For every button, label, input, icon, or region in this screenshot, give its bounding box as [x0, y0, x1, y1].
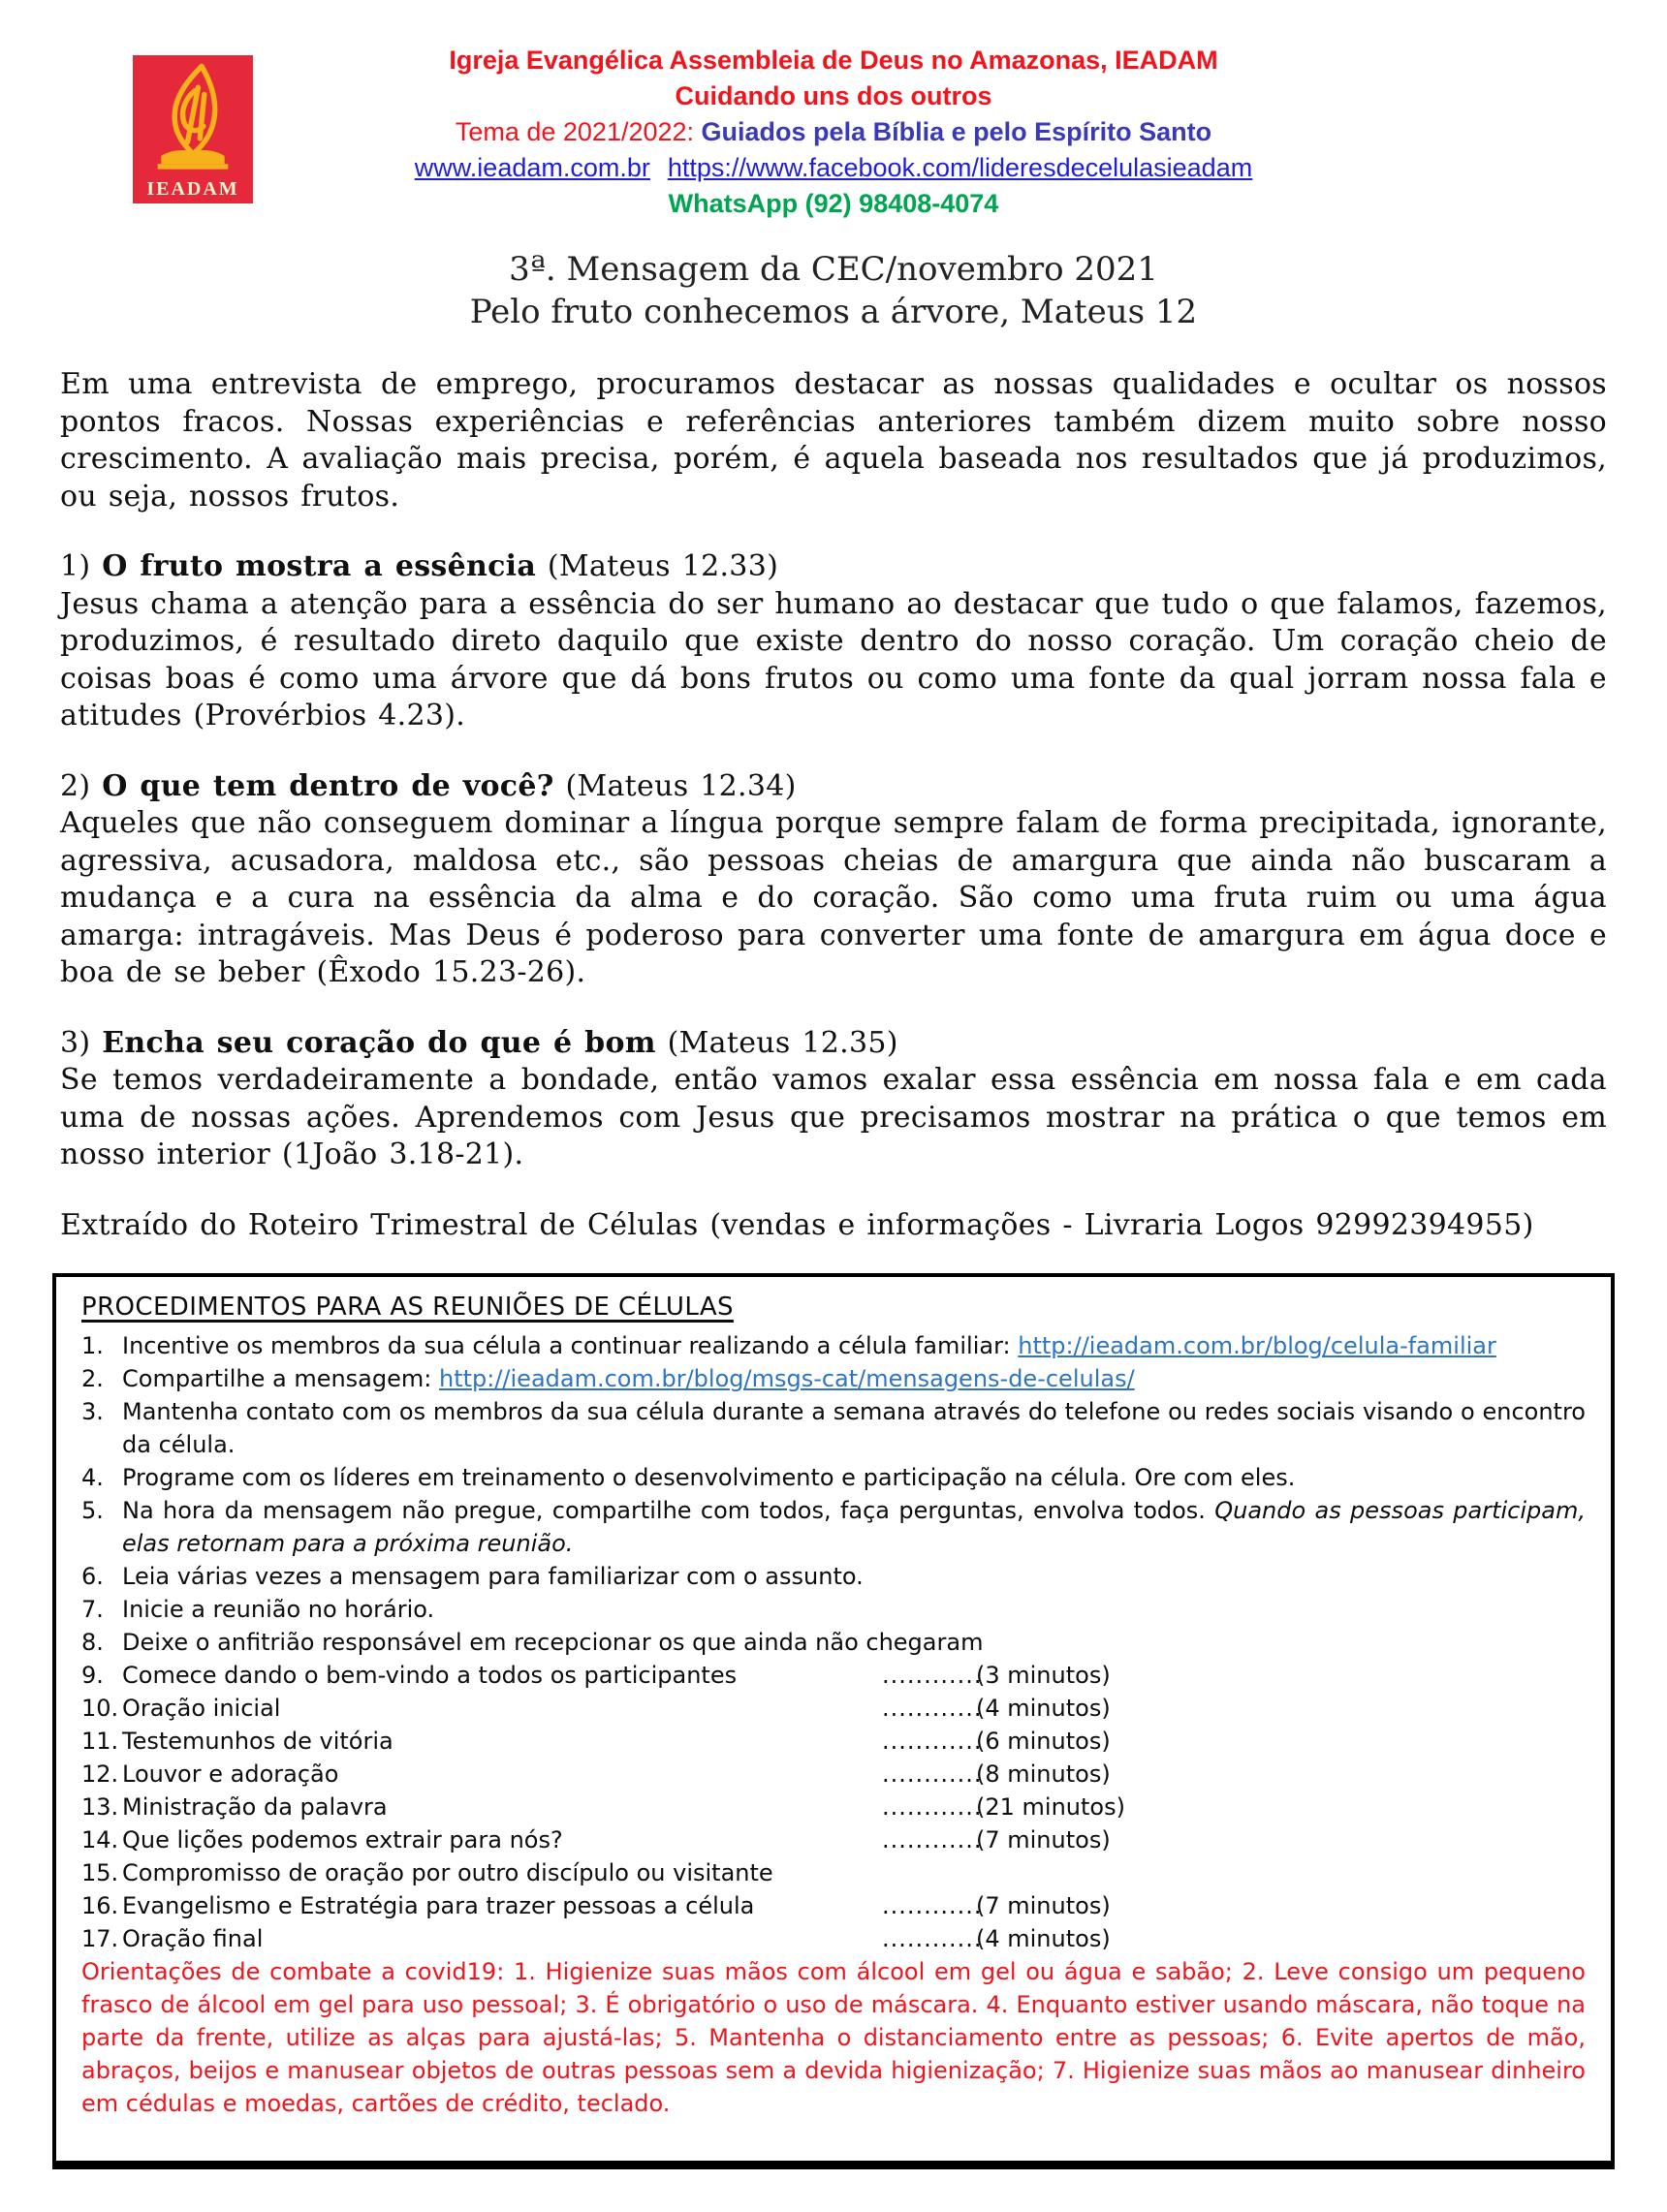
item-number: 2. [81, 1365, 104, 1392]
message-title [0, 248, 1667, 333]
celula-familiar-link[interactable]: http://ieadam.com.br/blog/celula-familiar [1018, 1332, 1496, 1359]
leader-dots: ............ [882, 1662, 983, 1689]
scripture-reference: (Mateus 12.33) [536, 549, 779, 583]
item-text: Mantenha contato com os membros da sua célula durante a semana através do telefone ou redes sociais visando o encontro da célula. [122, 1398, 1586, 1458]
item-duration: (4 minutos) [976, 1925, 1111, 1952]
procedure-item-4 [81, 1461, 1586, 1494]
section-2 [60, 768, 1607, 992]
leader-dots: ............ [882, 1695, 983, 1722]
church-motto: Cuidando uns dos outros [675, 81, 992, 110]
procedure-item-6 [81, 1560, 1586, 1593]
item-text: Oração final [122, 1925, 264, 1952]
item-number: 13. [81, 1793, 119, 1821]
item-number: 6. [81, 1563, 104, 1590]
website-link[interactable]: www.ieadam.com.br [414, 153, 650, 182]
item-text: Na hora da mensagem não pregue, compartilhe com todos, faça perguntas, envolva todos. [122, 1497, 1215, 1524]
church-name: Igreja Evangélica Assembleia de Deus no Amazonas, IEADAM [449, 46, 1218, 75]
leader-dots: ............ [882, 1892, 983, 1919]
procedure-item-11 [81, 1725, 1586, 1758]
item-number: 14. [81, 1826, 119, 1854]
item-text: Programe com os líderes em treinamento o desenvolvimento e participação na célula. Ore com eles. [122, 1464, 1296, 1491]
section-heading-text: O que tem dentro de você? [102, 768, 554, 803]
item-number: 16. [81, 1892, 119, 1919]
section-3-heading [60, 1025, 1607, 1063]
section-2-body: Aqueles que não conseguem dominar a língua porque sempre falam de forma precipitada, ignorante, agressiva, acusadora, maldosa etc., são pessoas cheias de amargura que ainda não buscaram a mudança e a cura na essência da alma e do coração. São como uma fruta ruim ou uma água amarga: intragáveis. Mas Deus é poderoso para converter uma fonte de amargura em água doce e boa de se beber (Êxodo 15.23-26). [60, 806, 1607, 989]
item-duration: (7 minutos) [976, 1826, 1111, 1854]
item-duration: (8 minutos) [976, 1760, 1111, 1788]
procedure-item-7 [81, 1593, 1586, 1626]
procedure-item-3 [81, 1395, 1586, 1461]
item-italic-text: Quando as pessoas participam, elas retornam para a próxima reunião. [122, 1497, 1586, 1557]
item-text: Compartilhe a mensagem: [122, 1365, 439, 1392]
item-number: 12. [81, 1760, 119, 1788]
item-duration: (21 minutos) [976, 1793, 1125, 1821]
item-duration: (6 minutos) [976, 1728, 1111, 1755]
item-number: 10. [81, 1695, 119, 1722]
item-text: Que lições podemos extrair para nós? [122, 1826, 563, 1854]
item-number: 15. [81, 1859, 119, 1886]
item-duration: (3 minutos) [976, 1662, 1111, 1689]
source-note: Extraído do Roteiro Trimestral de Células (vendas e informações - Livraria Logos 92992394955) [60, 1207, 1534, 1242]
item-number: 8. [81, 1629, 104, 1656]
procedure-item-17 [81, 1922, 1586, 1955]
whatsapp-line: WhatsApp (92) 98408-4074 [668, 189, 999, 218]
procedure-item-1 [81, 1329, 1586, 1362]
item-number: 5. [81, 1497, 104, 1524]
procedure-item-13 [81, 1791, 1586, 1823]
procedure-item-8 [81, 1626, 1586, 1659]
scripture-reference: (Mateus 12.35) [655, 1025, 898, 1060]
item-text: Deixe o anfitrião responsável em recepcionar os que ainda não chegaram [122, 1629, 984, 1656]
logo-text: IEADAM [146, 178, 239, 200]
procedure-item-14 [81, 1823, 1586, 1856]
links-line [0, 150, 1667, 186]
title-line1: 3ª. Mensagem da CEC/novembro 2021 [509, 250, 1158, 289]
letterhead [0, 0, 1667, 242]
leader-dots: ............ [882, 1826, 983, 1854]
section-1-body: Jesus chama a atenção para a essência do ser humano ao destacar que tudo o que falamos, fazemos, produzimos, é resultado direto daquilo que existe dentro do nosso coração. Um coração cheio de coisas boas é como uma árvore que dá bons frutos ou como uma fonte da qual jorram nossa fala e atitudes (Provérbios 4.23). [60, 586, 1607, 732]
item-duration: (4 minutos) [976, 1695, 1111, 1722]
title-line2: Pelo fruto conhecemos a árvore, Mateus 12 [469, 293, 1198, 331]
leader-dots: ............ [882, 1793, 983, 1821]
item-text: Testemunhos de vitória [122, 1728, 393, 1755]
covid-guidelines: Orientações de combate a covid19: 1. Higienize suas mãos com álcool em gel ou água e sabão; 2. Leve consigo um pequeno frasco de álcool em gel para uso pessoal; 3. É obrigatório o uso de máscara. 4. Enquanto estiver usando máscara, não toque na parte da frente, utilize as alças para ajustá-las; 5. Mantenha o distanciamento entre as pessoas; 6. Evite apertos de mão, abraços, beijos e manusear objetos de outras pessoas sem a devida higienização; 7. Higienize suas mãos ao manusear dinheiro em cédulas e moedas, cartões de crédito, teclado. [81, 1958, 1586, 2117]
procedure-item-5 [81, 1494, 1586, 1560]
section-3-body: Se temos verdadeiramente a bondade, então vamos exalar essa essência em nossa fala e em cada uma de nossas ações. Aprendemos com Jesus que precisamos mostrar na prática o que temos em nosso interior (1João 3.18-21). [60, 1063, 1607, 1171]
item-number: 3. [81, 1398, 104, 1425]
section-number: 3) [60, 1025, 103, 1060]
section-1-heading [60, 548, 1607, 586]
procedures-title: PROCEDIMENTOS PARA AS REUNIÕES DE CÉLULAS [81, 1293, 734, 1322]
item-text: Ministração da palavra [122, 1793, 388, 1821]
procedure-item-16 [81, 1889, 1586, 1922]
section-2-heading [60, 768, 1607, 806]
section-number: 2) [60, 768, 103, 803]
theme-prefix: Tema de 2021/2022: [455, 117, 702, 146]
section-3 [60, 1025, 1607, 1174]
item-text: Compromisso de oração por outro discípulo ou visitante [122, 1859, 773, 1886]
section-heading-text: Encha seu coração do que é bom [102, 1025, 656, 1060]
procedure-item-2 [81, 1362, 1586, 1395]
message-body [60, 366, 1607, 1244]
mensagens-link[interactable]: http://ieadam.com.br/blog/msgs-cat/mensagens-de-celulas/ [438, 1365, 1135, 1392]
item-number: 9. [81, 1662, 104, 1689]
item-text: Comece dando o bem-vindo a todos os participantes [122, 1662, 738, 1689]
theme-value: Guiados pela Bíblia e pelo Espírito Santo [701, 117, 1212, 146]
procedure-item-15 [81, 1856, 1586, 1889]
item-number: 17. [81, 1925, 119, 1952]
item-number: 1. [81, 1332, 104, 1359]
scripture-reference: (Mateus 12.34) [553, 768, 797, 803]
theme-line [0, 114, 1667, 150]
intro-paragraph: Em uma entrevista de emprego, procuramos destacar as nossas qualidades e ocultar os nossos pontos fracos. Nossas experiências e referências anteriores também dizem muito sobre nosso crescimento. A avaliação mais precisa, porém, é aquela baseada nos resultados que já produzimos, ou seja, nossos frutos. [60, 367, 1607, 514]
procedure-item-9 [81, 1659, 1586, 1692]
procedure-item-12 [81, 1758, 1586, 1791]
item-number: 7. [81, 1596, 104, 1623]
section-1 [60, 548, 1607, 735]
section-heading-text: O fruto mostra a essência [102, 549, 537, 583]
facebook-link[interactable]: https://www.facebook.com/lideresdecelulasieadam [667, 153, 1253, 182]
leader-dots: ............ [882, 1728, 983, 1755]
leader-dots: ............ [882, 1925, 983, 1952]
item-number: 4. [81, 1464, 104, 1491]
item-text: Louvor e adoração [122, 1760, 339, 1788]
letterhead-text [0, 43, 1667, 222]
item-text: Evangelismo e Estratégia para trazer pessoas a célula [122, 1892, 755, 1919]
section-number: 1) [60, 549, 103, 583]
procedure-item-10 [81, 1692, 1586, 1725]
item-text: Incentive os membros da sua célula a continuar realizando a célula familiar: [122, 1332, 1019, 1359]
item-text: Inicie a reunião no horário. [122, 1596, 435, 1623]
item-number: 11. [81, 1728, 119, 1755]
leader-dots: ............ [882, 1760, 983, 1788]
item-text: Oração inicial [122, 1695, 281, 1722]
item-text: Leia várias vezes a mensagem para familiarizar com o assunto. [122, 1563, 864, 1590]
procedures-box [52, 1273, 1615, 2169]
item-duration: (7 minutos) [976, 1892, 1111, 1919]
